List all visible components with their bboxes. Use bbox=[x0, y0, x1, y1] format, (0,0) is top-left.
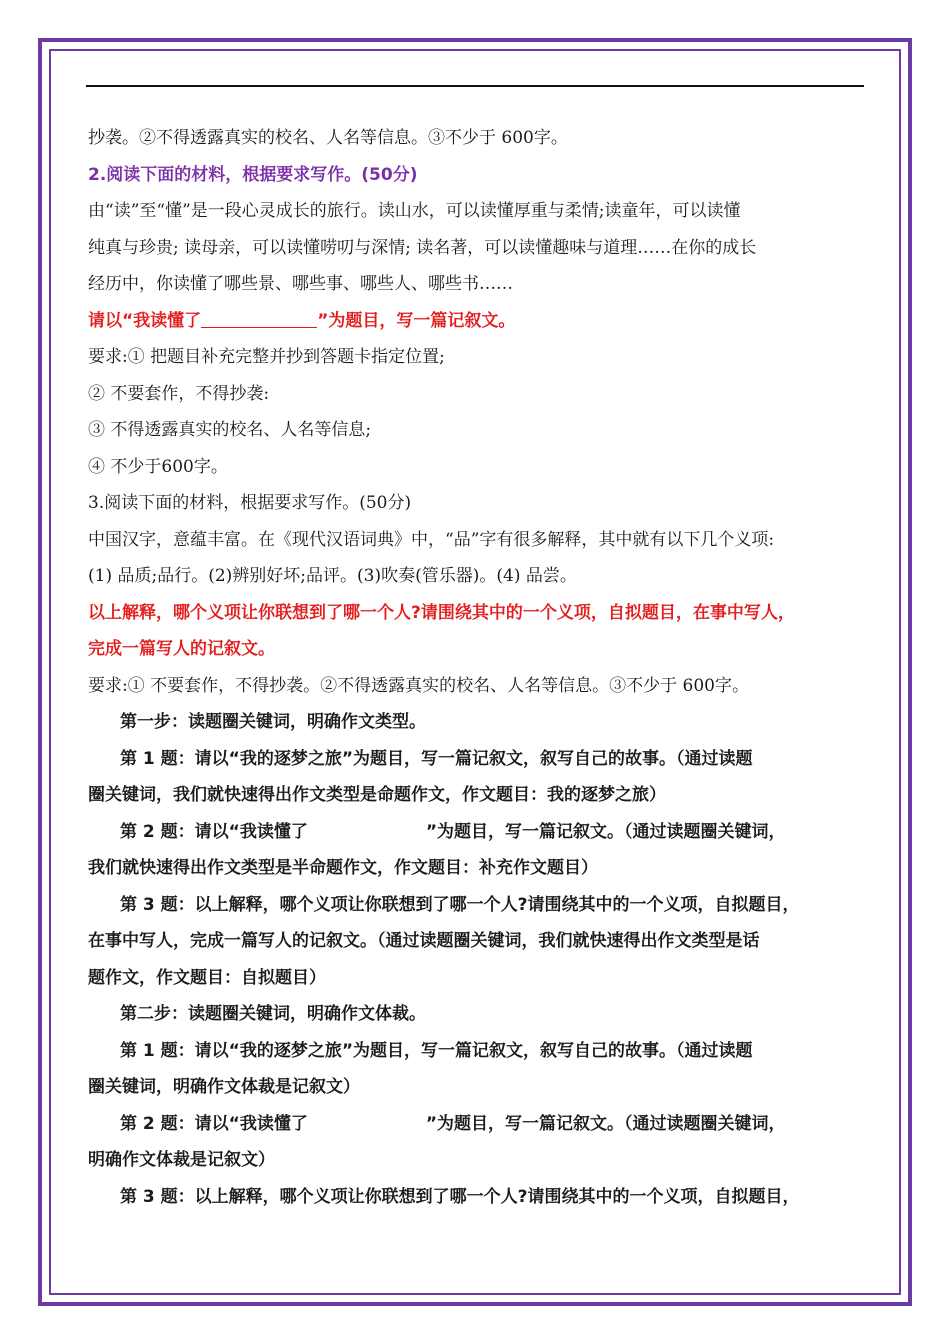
analysis-line: 题作文，作文题目：自拟题目） bbox=[88, 967, 326, 988]
step-1-heading: 第一步：读题圈关键词，明确作文类型。 bbox=[120, 712, 426, 732]
question-2-prompt bbox=[88, 303, 868, 340]
document-body bbox=[88, 120, 868, 1215]
analysis-text: 第 2 题：请以“我读懂了 bbox=[120, 821, 308, 842]
prompt-text: 请以“我读懂了 bbox=[88, 310, 202, 331]
text-line: 由“读”至“懂”是一段心灵成长的旅行。读山水，可以读懂厚重与柔情;读童年，可以读懂 bbox=[88, 201, 741, 221]
analysis-line: 第 3 题：以上解释，哪个义项让你联想到了哪一个人?请围绕其中的一个义项，自拟题目， bbox=[120, 894, 800, 915]
requirement-line: ④ 不少于600字。 bbox=[88, 456, 228, 477]
text-line: 中国汉字，意蕴丰富。在《现代汉语词典》中，“品”字有很多解释，其中就有以下几个义项: bbox=[88, 529, 775, 550]
analysis-text: ”为题目，写一篇记叙文。（通过读题圈关键词， bbox=[425, 821, 786, 842]
question-3-prompt: 以上解释，哪个义项让你联想到了哪一个人?请围绕其中的一个义项，自拟题目，在事中写人， bbox=[88, 602, 795, 623]
text-line: 纯真与珍贵; 读母亲，可以读懂唠叨与深情; 读名著，可以读懂趣味与道理……在你的成长 bbox=[88, 237, 757, 258]
text-line: 抄袭。②不得透露真实的校名、人名等信息。③不少于 600字。 bbox=[88, 128, 568, 148]
analysis-line: 圈关键词，我们就快速得出作文类型是命题作文，作文题目：我的逐梦之旅） bbox=[88, 785, 666, 805]
analysis-line bbox=[88, 1106, 868, 1143]
question-3-heading: 3.阅读下面的材料，根据要求写作。(50分) bbox=[88, 493, 412, 513]
question-2-heading: 2.阅读下面的材料，根据要求写作。(50分) bbox=[88, 164, 418, 185]
question-3-prompt: 完成一篇写人的记叙文。 bbox=[88, 639, 275, 659]
prompt-text: ”为题目，写一篇记叙文。 bbox=[317, 310, 516, 331]
fill-blank bbox=[201, 310, 317, 328]
header-rule bbox=[86, 85, 864, 87]
requirement-line: 要求:① 把题目补充完整并抄到答题卡指定位置; bbox=[88, 347, 445, 367]
analysis-text: ”为题目，写一篇记叙文。（通过读题圈关键词， bbox=[425, 1113, 786, 1134]
requirement-line: ② 不要套作，不得抄袭: bbox=[88, 383, 270, 404]
requirement-line: ③ 不得透露真实的校名、人名等信息; bbox=[88, 420, 372, 440]
step-2-heading: 第二步：读题圈关键词，明确作文体裁。 bbox=[120, 1004, 426, 1024]
analysis-text: 第 2 题：请以“我读懂了 bbox=[120, 1113, 308, 1134]
analysis-line bbox=[88, 814, 868, 851]
text-line: 经历中，你读懂了哪些景、哪些事、哪些人、哪些书…… bbox=[88, 274, 513, 294]
text-line: (1) 品质;品行。(2)辨别好坏;品评。(3)吹奏(管乐器)。(4) 品尝。 bbox=[88, 566, 577, 586]
requirement-line: 要求:① 不要套作，不得抄袭。②不得透露真实的校名、人名等信息。③不少于 600字。 bbox=[88, 675, 749, 696]
analysis-line: 圈关键词，明确作文体裁是记叙文） bbox=[88, 1077, 360, 1097]
analysis-line: 第 3 题：以上解释，哪个义项让你联想到了哪一个人?请围绕其中的一个义项，自拟题目， bbox=[120, 1186, 800, 1207]
analysis-line: 在事中写人，完成一篇写人的记叙文。（通过读题圈关键词，我们就快速得出作文类型是话 bbox=[88, 931, 760, 951]
analysis-line: 明确作文体裁是记叙文） bbox=[88, 1150, 275, 1170]
analysis-line: 第 1 题：请以“我的逐梦之旅”为题目，写一篇记叙文，叙写自己的故事。（通过读题 bbox=[120, 1040, 753, 1061]
analysis-line: 第 1 题：请以“我的逐梦之旅”为题目，写一篇记叙文，叙写自己的故事。（通过读题 bbox=[120, 748, 753, 769]
analysis-line: 我们就快速得出作文类型是半命题作文，作文题目：补充作文题目） bbox=[88, 858, 598, 878]
